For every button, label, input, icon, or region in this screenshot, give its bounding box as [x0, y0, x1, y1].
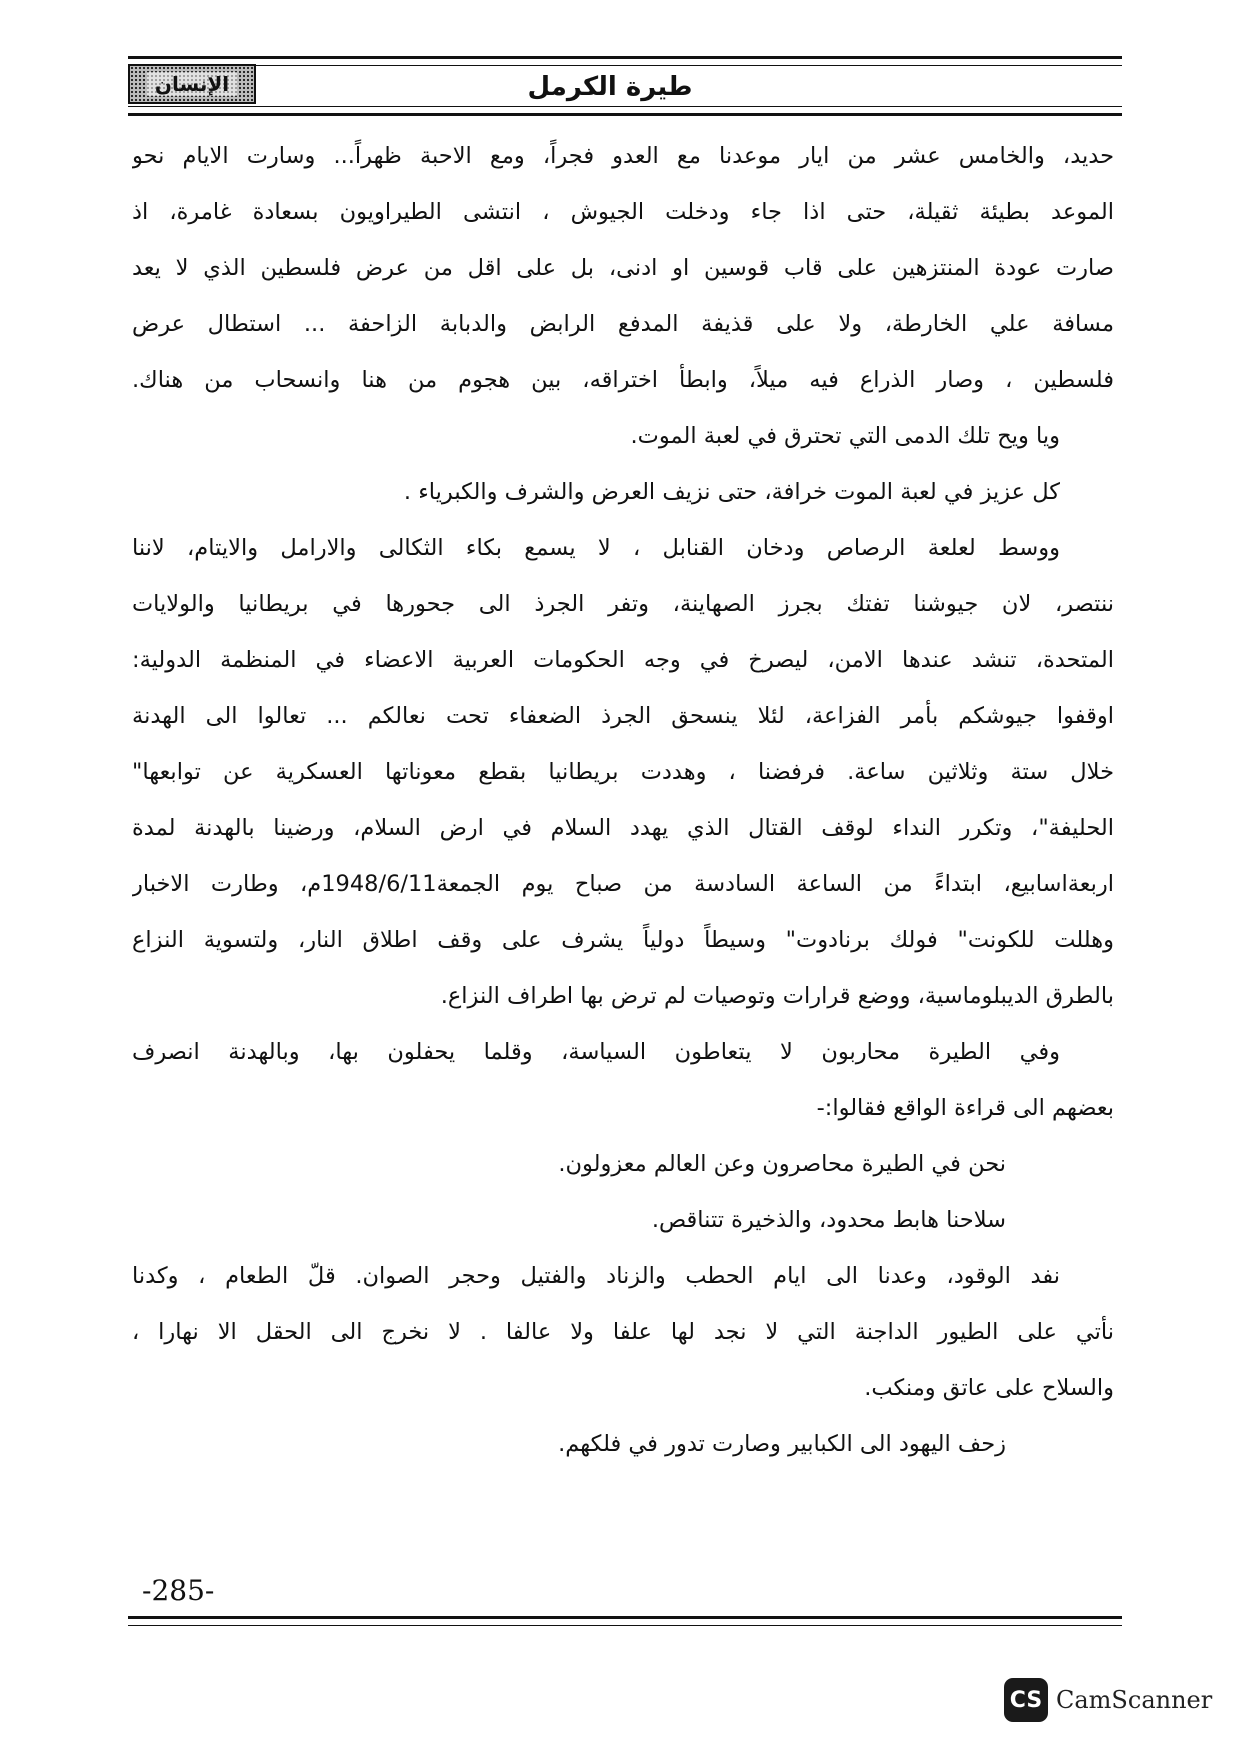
text-line: ويا ويح تلك الدمى التي تحترق في لعبة الموت. — [630, 423, 1060, 449]
text-line: اوقفوا جيوشكم بأمر الفزاعة، لئلا ينسحق الجرذ الضعفاء تحت نعالكم ... تعالوا الى الهدنة — [132, 703, 1114, 729]
text-line: حديد، والخامس عشر من ايار موعدنا مع العدو فجراً، ومع الاحبة ظهراً... وسارت الايام نحو — [132, 143, 1114, 169]
text-line: والسلاح على عاتق ومنكب. — [864, 1375, 1114, 1401]
footer-rule — [128, 1616, 1122, 1626]
text-line: ننتصر، لان جيوشنا تفتك بجرز الصهاينة، وتفر الجرذ الى جحورها في بريطانيا والولايات — [132, 591, 1114, 617]
header-rule-bottom — [128, 106, 1122, 116]
text-line: صارت عودة المنتزهين على قاب قوسين او ادنى، بل على اقل من عرض فلسطين الذي لا يعد — [132, 255, 1114, 281]
text-line: نأتي على الطيور الداجنة التي لا نجد لها علفا ولا عالفا . لا نخرج الى الحقل الا نهارا ، — [132, 1319, 1114, 1345]
text-line: خلال ستة وثلاثين ساعة. فرفضنا ، وهددت بريطانيا بقطع معوناتها العسكرية عن توابعها" — [132, 759, 1114, 785]
text-line: فلسطين ، وصار الذراع فيه ميلاً، وابطأ اختراقه، بين هجوم من هنا وانسحاب من هناك. — [132, 367, 1114, 393]
camscanner-logo-icon: CS — [1004, 1678, 1048, 1722]
camscanner-watermark — [1004, 1678, 1212, 1722]
text-line: الموعد بطيئة ثقيلة، حتى اذا جاء ودخلت الجيوش ، انتشى الطيراويون بسعادة غامرة، اذ — [132, 199, 1114, 225]
body-text — [132, 128, 1114, 1472]
text-line: نفد الوقود، وعدنا الى ايام الحطب والزناد والفتيل وحجر الصوان. قلّ الطعام ، وكدنا — [132, 1263, 1060, 1289]
text-line: وفي الطيرة محاربون لا يتعاطون السياسة، وقلما يحفلون بها، وبالهدنة انصرف — [132, 1039, 1060, 1065]
text-line: اربعةاسابيع، ابتداءً من الساعة السادسة من صباح يوم الجمعة1948/6/11م، وطارت الاخبار — [132, 871, 1114, 897]
text-line: وهللت للكونت" فولك برنادوت" وسيطاً دولياً يشرف على وقف اطلاق النار، ولتسوية النزاع — [132, 927, 1114, 953]
header-rule-top — [128, 56, 1122, 66]
text-line: زحف اليهود الى الكبابير وصارت تدور في فلكهم. — [558, 1431, 1006, 1457]
header-badge-label: الإنسان — [147, 72, 237, 96]
page-number: -285- — [142, 1574, 215, 1607]
text-line: نحن في الطيرة محاصرون وعن العالم معزولون. — [558, 1151, 1006, 1177]
text-line: مسافة علي الخارطة، ولا على قذيفة المدفع الرابض والدبابة الزاحفة ... استطال عرض — [132, 311, 1114, 337]
text-line: الحليفة"، وتكرر النداء لوقف القتال الذي يهدد السلام في ارض السلام، ورضينا بالهدنة لمدة — [132, 815, 1114, 841]
running-header-title: طيرة الكرمل — [527, 72, 693, 102]
text-line: بالطرق الديبلوماسية، ووضع قرارات وتوصيات لم ترض بها اطراف النزاع. — [440, 983, 1114, 1009]
header-section-badge — [128, 64, 256, 104]
watermark-label: CamScanner — [1056, 1686, 1213, 1714]
text-line: كل عزيز في لعبة الموت خرافة، حتى نزيف العرض والشرف والكبرياء . — [403, 479, 1060, 505]
text-line: ووسط لعلعة الرصاص ودخان القنابل ، لا يسمع بكاء الثكالى والارامل والايتام، لاننا — [132, 535, 1060, 561]
text-line: سلاحنا هابط محدود، والذخيرة تتناقص. — [651, 1207, 1006, 1233]
text-line: بعضهم الى قراءة الواقع فقالوا:- — [816, 1095, 1114, 1121]
text-line: المتحدة، تنشد عندها الامن، ليصرخ في وجه الحكومات العربية الاعضاء في المنظمة الدولية: — [132, 647, 1114, 673]
